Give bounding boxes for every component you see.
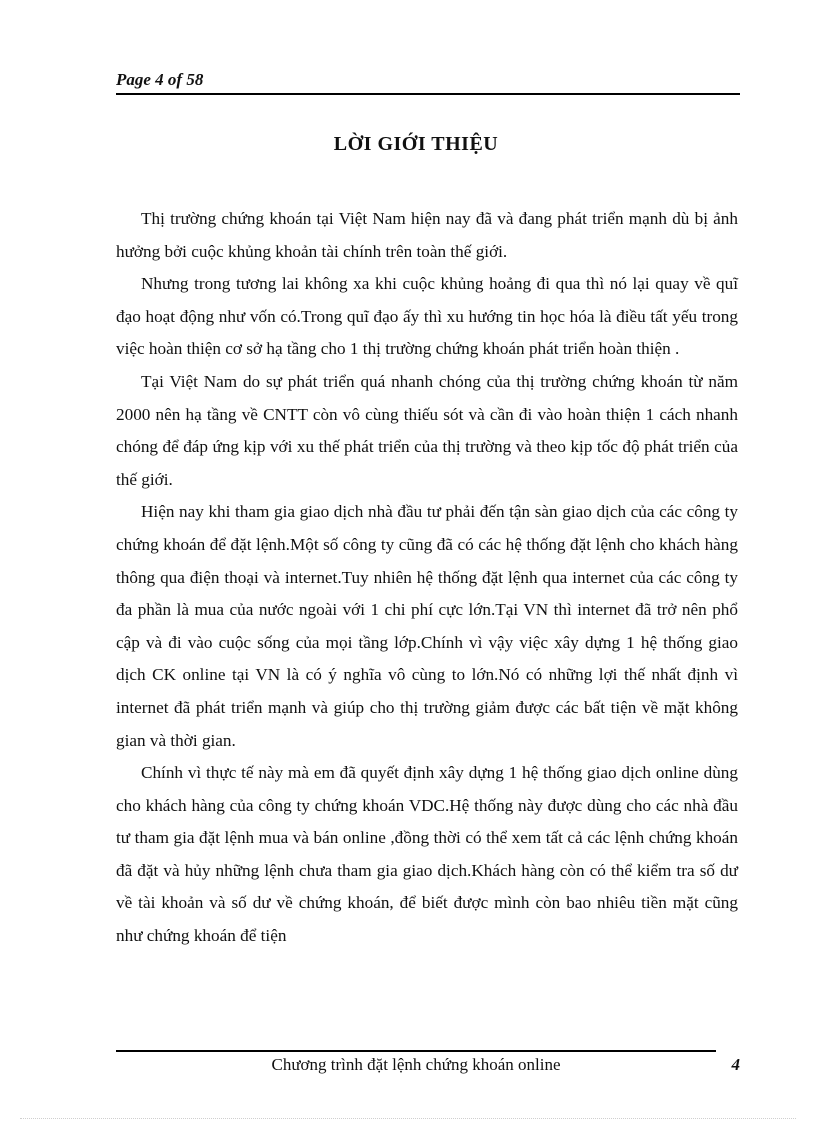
page-bottom-edge bbox=[20, 1118, 796, 1119]
footer-title: Chương trình đặt lệnh chứng khoán online bbox=[271, 1055, 561, 1074]
footer-divider bbox=[116, 1050, 716, 1052]
paragraph-4: Hiện nay khi tham gia giao dịch nhà đầu tư phải đến tận sàn giao dịch của các công ty chứng khoán để đặt lệnh.Một số công ty cũng đã có các hệ thống đặt lệnh cho khách hàng thông qua điện thoại và internet.Tuy nhiên hệ thống đặt lệnh qua internet của các công ty đa phần là mua của nước ngoài với 1 chi phí cực lớn.Tại VN thì internet đã trở nên phổ cập và đi vào cuộc sống của mọi tầng lớp.Chính vì vậy việc xây dựng 1 hệ thống giao dịch CK online tại VN là có ý nghĩa vô cùng to lớn.Nó có những lợi thế nhất định vì internet đã phát triển mạnh và giúp cho thị trường giảm được các bất tiện về mặt không gian và thời gian. bbox=[116, 502, 738, 750]
footer-page-number: 4 bbox=[731, 1055, 740, 1074]
paragraph-5: Chính vì thực tế này mà em đã quyết định xây dựng 1 hệ thống giao dịch online dùng cho khách hàng của công ty chứng khoán VDC.Hệ thống này được dùng cho các nhà đầu tư tham gia đặt lệnh mua và bán online ,đồng thời có thể xem tất cả các lệnh chứng khoán đã đặt và hủy những lệnh chưa tham gia giao dịch.Khách hàng còn có thể kiểm tra số dư về tài khoản và số dư về chứng khoán, để biết được mình còn bao nhiêu tiền mặt cũng như chứng khoán để tiện bbox=[116, 763, 738, 946]
document-title: LỜI GIỚI THIỆU bbox=[333, 133, 499, 155]
paragraph-3: Tại Việt Nam do sự phát triển quá nhanh chóng của thị trường chứng khoán từ năm 2000 nên hạ tầng về CNTT còn vô cùng thiếu sót và cần đi vào hoàn thiện 1 cách nhanh chóng để đáp ứng kịp với xu thế phát triển của thị trường và theo kịp tốc độ phát triển của thế giới. bbox=[116, 371, 738, 489]
paragraph-1: Thị trường chứng khoán tại Việt Nam hiện nay đã và đang phát triển mạnh dù bị ảnh hưởng bởi cuộc khủng khoản tài chính trên toàn thế giới. bbox=[116, 209, 738, 261]
paragraph-2: Nhưng trong tương lai không xa khi cuộc khủng hoảng đi qua thì nó lại quay về quĩ đạo hoạt động như vốn có.Trong quĩ đạo ấy thì xu hướng tin học hóa là điều tất yếu trong việc hoàn thiện cơ sở hạ tầng cho 1 thị trường chứng khoán phát triển hoàn thiện . bbox=[116, 274, 738, 359]
page-counter: Page 4 of 58 bbox=[116, 70, 204, 89]
page-header bbox=[116, 70, 740, 95]
document-body bbox=[116, 203, 738, 953]
